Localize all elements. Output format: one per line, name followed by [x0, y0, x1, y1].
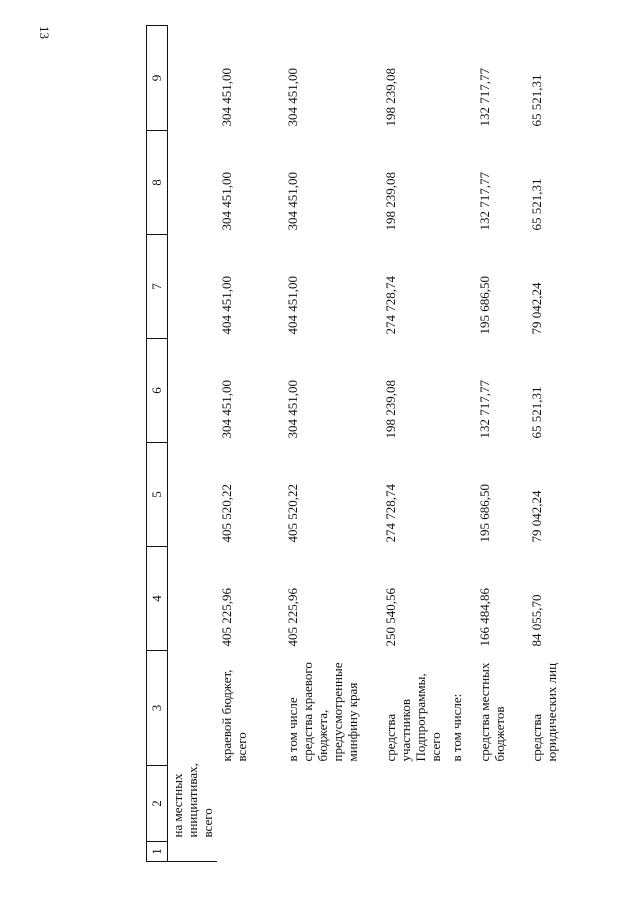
- source-name-cell: краевой бюджет, всего: [219, 669, 249, 762]
- header-row: [147, 26, 168, 862]
- header-col-9: 9: [147, 26, 168, 131]
- value-cell: 166 484,86: [477, 588, 492, 647]
- value-cell: 195 686,50: [477, 276, 492, 335]
- header-col-1: 1: [147, 842, 168, 862]
- table-cell: [381, 842, 447, 862]
- header-col-6: 6: [147, 339, 168, 443]
- source-name-cell: в том числе средства краевого бюджета, предусмотренные минфину края: [285, 662, 360, 762]
- value-cell: 405 225,96: [285, 588, 300, 647]
- value-cell: [447, 235, 475, 339]
- value-cell: 65 521,31: [529, 74, 544, 127]
- source-name-cell: средства участников Подпрограммы, всего: [383, 673, 443, 762]
- table-cell: [527, 842, 575, 862]
- table-cell: [527, 766, 575, 842]
- value-cell: 79 042,24: [529, 490, 544, 543]
- program-name-cell: на местных инициативах, всего: [170, 763, 215, 838]
- value-cell: 404 451,00: [219, 276, 234, 335]
- value-cell: [447, 339, 475, 443]
- value-cell: [447, 547, 475, 651]
- table-body: [168, 26, 576, 862]
- header-col-8: 8: [147, 131, 168, 235]
- table-cell: [217, 842, 283, 862]
- value-cell: 274 728,74: [383, 276, 398, 335]
- value-cell: [447, 26, 475, 131]
- value-cell: 132 717,77: [477, 380, 492, 439]
- table-cell: [168, 651, 218, 766]
- value-cell: 132 717,77: [477, 68, 492, 127]
- table-row: [475, 26, 527, 862]
- source-name-cell: средства юридических лиц: [529, 662, 559, 762]
- source-name-cell: средства местных бюджетов: [477, 662, 507, 762]
- value-cell: 304 451,00: [219, 172, 234, 231]
- value-cell: 65 521,31: [529, 386, 544, 439]
- value-cell: 84 055,70: [529, 594, 544, 647]
- budget-table: [146, 25, 575, 862]
- value-cell: 250 540,56: [383, 588, 398, 647]
- value-cell: 405 520,22: [219, 484, 234, 543]
- value-cell: 198 239,08: [383, 380, 398, 439]
- value-cell: 304 451,00: [285, 380, 300, 439]
- value-cell: 274 728,74: [383, 484, 398, 543]
- table-cell: [168, 235, 218, 339]
- table-cell: [447, 842, 475, 862]
- value-cell: 304 451,00: [219, 68, 234, 127]
- value-cell: 304 451,00: [285, 172, 300, 231]
- table-row: [283, 26, 381, 862]
- table-cell: [168, 26, 218, 131]
- header-col-7: 7: [147, 235, 168, 339]
- page-number: 13: [37, 26, 52, 39]
- table-cell: [168, 842, 218, 862]
- table-row: [381, 26, 447, 862]
- table-row: [168, 26, 218, 862]
- value-cell: 132 717,77: [477, 172, 492, 231]
- table-cell: [217, 766, 283, 842]
- value-cell: 198 239,08: [383, 172, 398, 231]
- table-cell: [283, 842, 381, 862]
- table-cell: [168, 547, 218, 651]
- table-cell: [475, 842, 527, 862]
- header-col-3: 3: [147, 651, 168, 766]
- table-cell: [168, 131, 218, 235]
- value-cell: 405 225,96: [219, 588, 234, 647]
- value-cell: 304 451,00: [285, 68, 300, 127]
- header-col-2: 2: [147, 766, 168, 842]
- table-row: [527, 26, 575, 862]
- value-cell: [447, 443, 475, 547]
- table-cell: [168, 443, 218, 547]
- value-cell: 405 520,22: [285, 484, 300, 543]
- header-col-5: 5: [147, 443, 168, 547]
- table-cell: [168, 339, 218, 443]
- table-cell: [283, 766, 381, 842]
- value-cell: 198 239,08: [383, 68, 398, 127]
- value-cell: 304 451,00: [219, 380, 234, 439]
- table-header: [147, 26, 168, 862]
- table-row: [447, 26, 475, 862]
- value-cell: 79 042,24: [529, 282, 544, 335]
- value-cell: 195 686,50: [477, 484, 492, 543]
- rotated-page: [40, 16, 600, 880]
- value-cell: [447, 131, 475, 235]
- value-cell: 65 521,31: [529, 178, 544, 231]
- table-cell: [447, 766, 475, 842]
- header-col-4: 4: [147, 547, 168, 651]
- table-cell: [381, 766, 447, 842]
- table-container: [146, 26, 575, 862]
- table-cell: [475, 766, 527, 842]
- table-row: [217, 26, 283, 862]
- source-name-cell: в том числе:: [449, 693, 464, 762]
- value-cell: 404 451,00: [285, 276, 300, 335]
